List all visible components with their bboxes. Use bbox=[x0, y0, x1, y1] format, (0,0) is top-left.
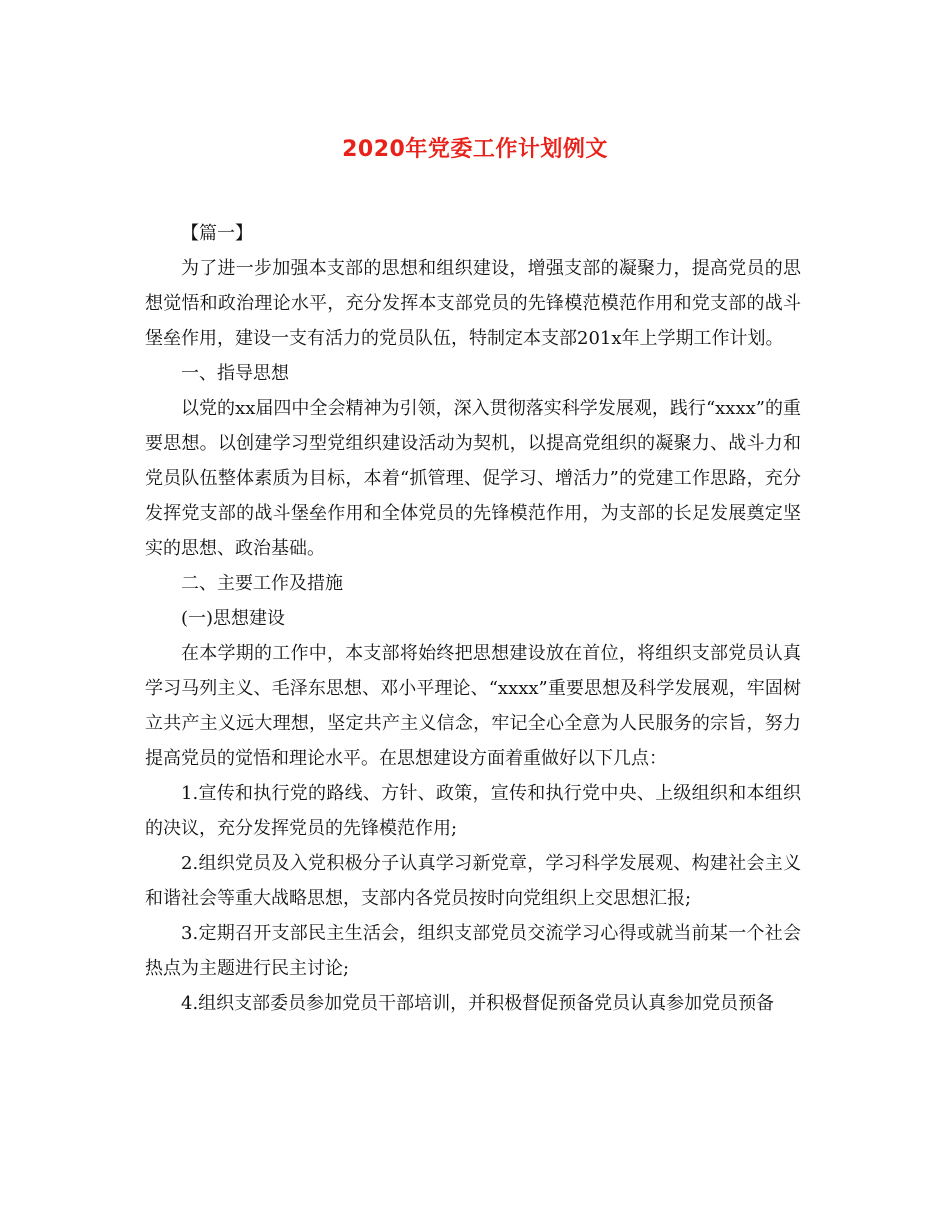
ideological-building-paragraph: 在本学期的工作中，本支部将始终把思想建设放在首位，将组织支部党员认真学习马列主义、毛泽东思想、邓小平理论、“xxxx”重要思想及科学发展观，牢固树立共产主义远大理想，坚定共产主义信念，牢记全心全意为人民服务的宗旨，努力提高党员的觉悟和理论水平。在思想建设方面着重做好以下几点： bbox=[145, 643, 801, 769]
list-item-4: 4.组织支部委员参加党员干部培训，并积极督促预备党员认真参加党员预备 bbox=[181, 993, 775, 1014]
subheading-ideological-building: (一)思想建设 bbox=[181, 608, 286, 629]
list-item-1: 1.宣传和执行党的路线、方针、政策，宣传和执行党中央、上级组织和本组织的决议，充分发挥党员的先锋模范作用; bbox=[145, 783, 801, 839]
intro-paragraph: 为了进一步加强本支部的思想和组织建设，增强支部的凝聚力，提高党员的思想觉悟和政治理论水平，充分发挥本支部党员的先锋模范模范作用和党支部的战斗堡垒作用，建设一支有活力的党员队伍，特制定本支部201x年上学期工作计划。 bbox=[145, 258, 801, 349]
guiding-thought-paragraph: 以党的xx届四中全会精神为引领，深入贯彻落实科学发展观，践行“xxxx”的重要思想。以创建学习型党组织建设活动为契机，以提高党组织的凝聚力、战斗力和党员队伍整体素质为目标，本着“抓管理、促学习、增活力”的党建工作思路，充分发挥党支部的战斗堡垒作用和全体党员的先锋模范作用，为支部的长足发展奠定坚实的思想、政治基础。 bbox=[145, 398, 801, 559]
document-title: 2020年党委工作计划例文 bbox=[342, 137, 608, 162]
list-item-2: 2.组织党员及入党积极分子认真学习新党章，学习科学发展观、构建社会主义和谐社会等重大战略思想，支部内各党员按时向党组织上交思想汇报; bbox=[145, 853, 801, 909]
heading-main-work: 二、主要工作及措施 bbox=[181, 573, 343, 594]
section-label: 【篇一】 bbox=[181, 223, 253, 244]
document-body bbox=[145, 216, 801, 1021]
heading-guiding-thought: 一、指导思想 bbox=[181, 363, 289, 384]
list-item-3: 3.定期召开支部民主生活会，组织支部党员交流学习心得或就当前某一个社会热点为主题进行民主讨论; bbox=[145, 923, 801, 979]
